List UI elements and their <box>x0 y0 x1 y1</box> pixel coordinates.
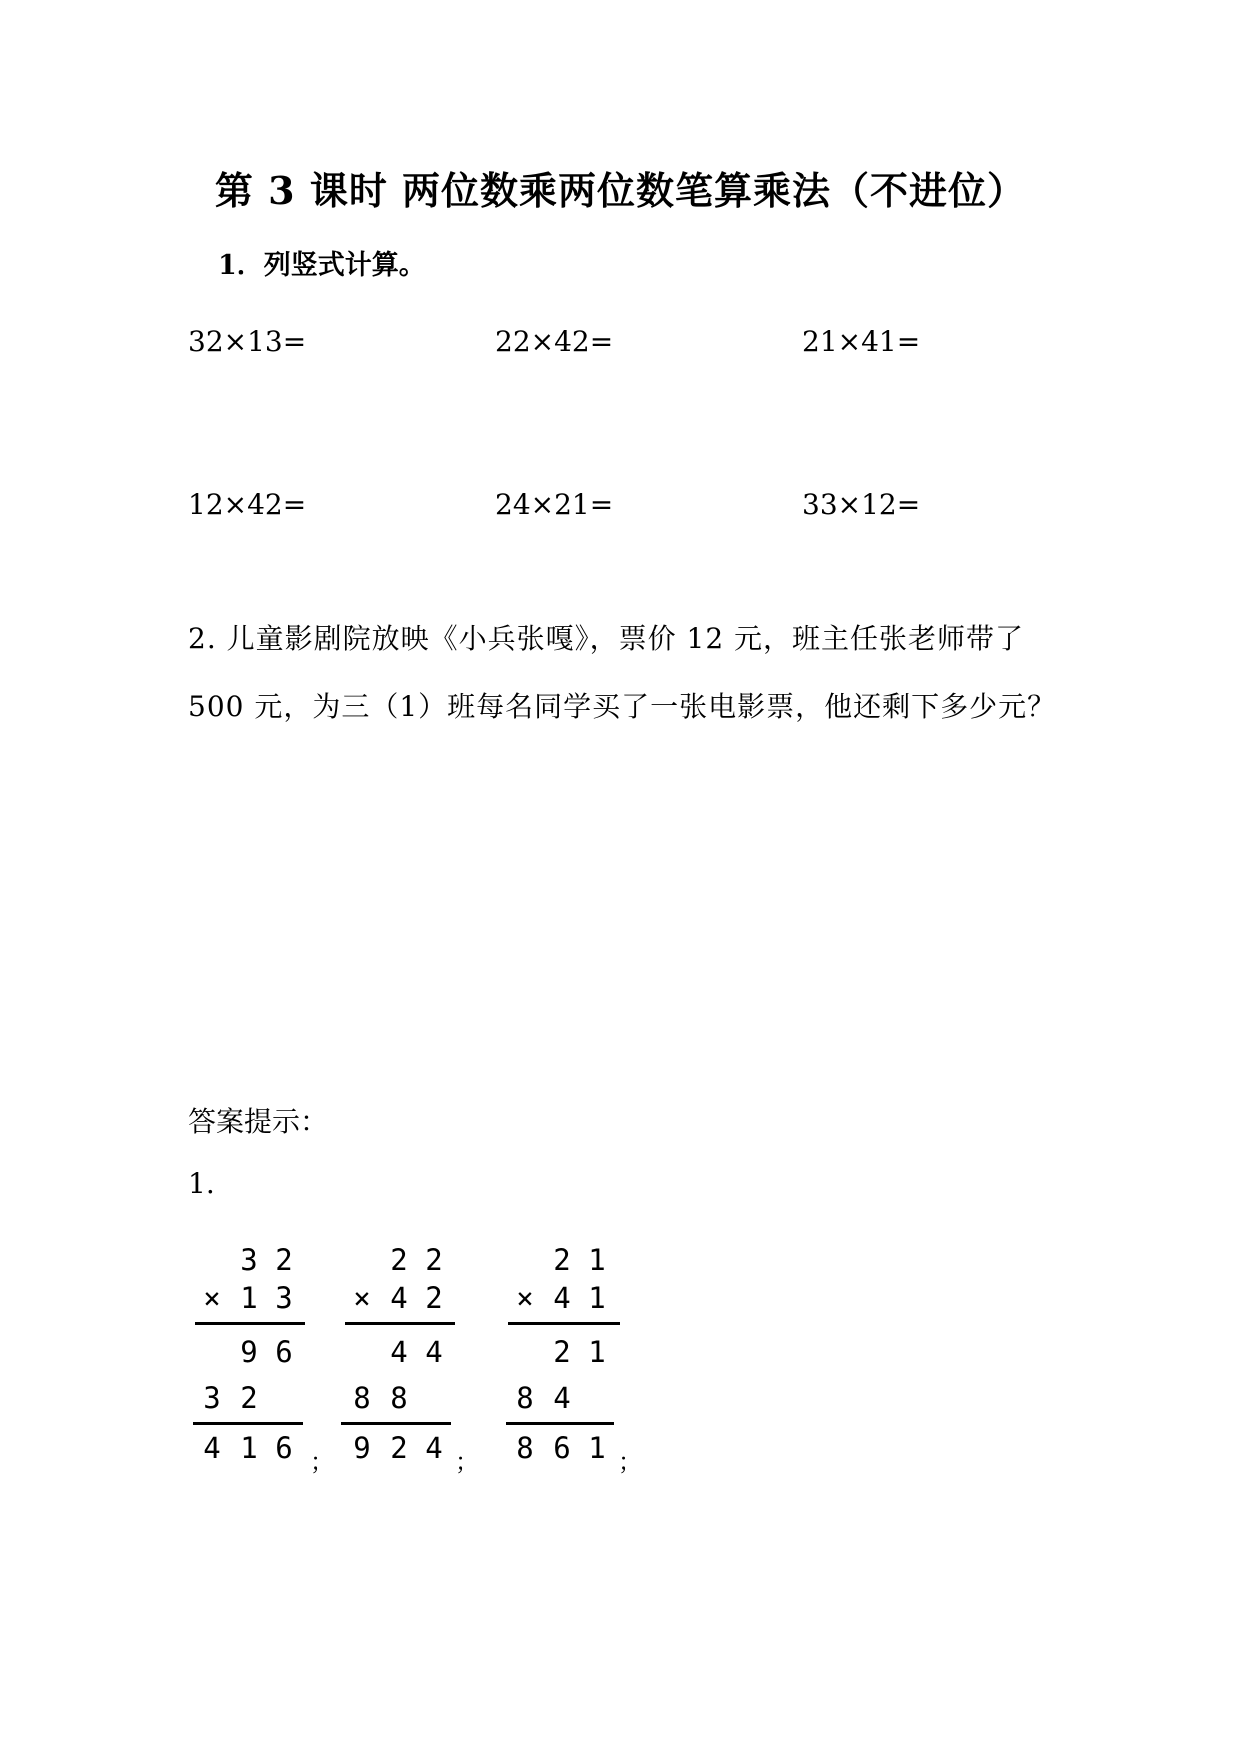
digit: 1 <box>588 1431 606 1465</box>
calc-top-operand <box>508 1240 658 1280</box>
calc-partial-product-2 <box>345 1378 495 1418</box>
digit: 8 <box>353 1381 371 1415</box>
page-title: 第 3 课时 两位数乘两位数笔算乘法（不进位） <box>214 168 1027 213</box>
vertical-calculation-2 <box>345 1240 495 1470</box>
answers-heading: 答案提示： <box>188 1105 329 1138</box>
digit: 2 <box>425 1243 443 1277</box>
calc-multiplier <box>195 1278 345 1318</box>
digit: 4 <box>425 1335 443 1369</box>
separator-semicolon: ； <box>310 1448 334 1476</box>
question-1-heading: 1．列竖式计算。 <box>218 250 426 281</box>
calc-rule <box>195 1322 305 1325</box>
answer-item-number: 1. <box>188 1167 215 1200</box>
calc-rule <box>193 1422 303 1425</box>
digit: 4 <box>425 1431 443 1465</box>
separator-semicolon: ； <box>618 1448 642 1476</box>
question-2-line-1: 2. 儿童影剧院放映《小兵张嘎》，票价 12 元，班主任张老师带了 <box>188 622 1025 655</box>
digit: 6 <box>275 1431 293 1465</box>
digit: 2 <box>553 1243 571 1277</box>
digit: 4 <box>553 1281 571 1315</box>
problem-3: 21×41= <box>802 325 921 358</box>
digit: 8 <box>516 1431 534 1465</box>
digit: 9 <box>353 1431 371 1465</box>
digit: 6 <box>275 1335 293 1369</box>
digit: 1 <box>240 1431 258 1465</box>
calc-multiplier <box>345 1278 495 1318</box>
digit: 1 <box>240 1281 258 1315</box>
digit: 2 <box>390 1431 408 1465</box>
calc-partial-product-1 <box>345 1332 495 1372</box>
digit: 1 <box>588 1243 606 1277</box>
digit: 8 <box>516 1381 534 1415</box>
digit: 2 <box>390 1243 408 1277</box>
calc-partial-product-2 <box>508 1378 658 1418</box>
multiply-sign: × <box>203 1281 221 1315</box>
digit: 2 <box>425 1281 443 1315</box>
calc-partial-product-2 <box>195 1378 345 1418</box>
multiply-sign: × <box>516 1281 534 1315</box>
digit: 8 <box>390 1381 408 1415</box>
calc-top-operand <box>195 1240 345 1280</box>
digit: 3 <box>203 1381 221 1415</box>
problem-1: 32×13= <box>188 325 307 358</box>
calc-top-operand <box>345 1240 495 1280</box>
calc-partial-product-1 <box>195 1332 345 1372</box>
calc-multiplier <box>508 1278 658 1318</box>
problem-4: 12×42= <box>188 488 307 521</box>
calc-rule <box>345 1322 455 1325</box>
digit: 3 <box>275 1281 293 1315</box>
calc-rule <box>341 1422 451 1425</box>
vertical-calculation-3 <box>508 1240 658 1470</box>
digit: 4 <box>390 1335 408 1369</box>
digit: 9 <box>240 1335 258 1369</box>
digit: 1 <box>588 1335 606 1369</box>
problem-6: 33×12= <box>802 488 921 521</box>
calc-rule <box>506 1422 614 1425</box>
problem-2: 22×42= <box>495 325 614 358</box>
digit: 2 <box>553 1335 571 1369</box>
question-2-line-2: 500 元，为三（1）班每名同学买了一张电影票，他还剩下多少元？ <box>188 690 1057 723</box>
digit: 1 <box>588 1281 606 1315</box>
calc-partial-product-1 <box>508 1332 658 1372</box>
digit: 2 <box>240 1381 258 1415</box>
digit: 6 <box>553 1431 571 1465</box>
digit: 2 <box>275 1243 293 1277</box>
digit: 3 <box>240 1243 258 1277</box>
calc-rule <box>508 1322 620 1325</box>
digit: 4 <box>203 1431 221 1465</box>
digit: 4 <box>390 1281 408 1315</box>
problem-5: 24×21= <box>495 488 614 521</box>
separator-semicolon: ； <box>455 1448 479 1476</box>
multiply-sign: × <box>353 1281 371 1315</box>
digit: 4 <box>553 1381 571 1415</box>
vertical-calculation-1 <box>195 1240 345 1470</box>
